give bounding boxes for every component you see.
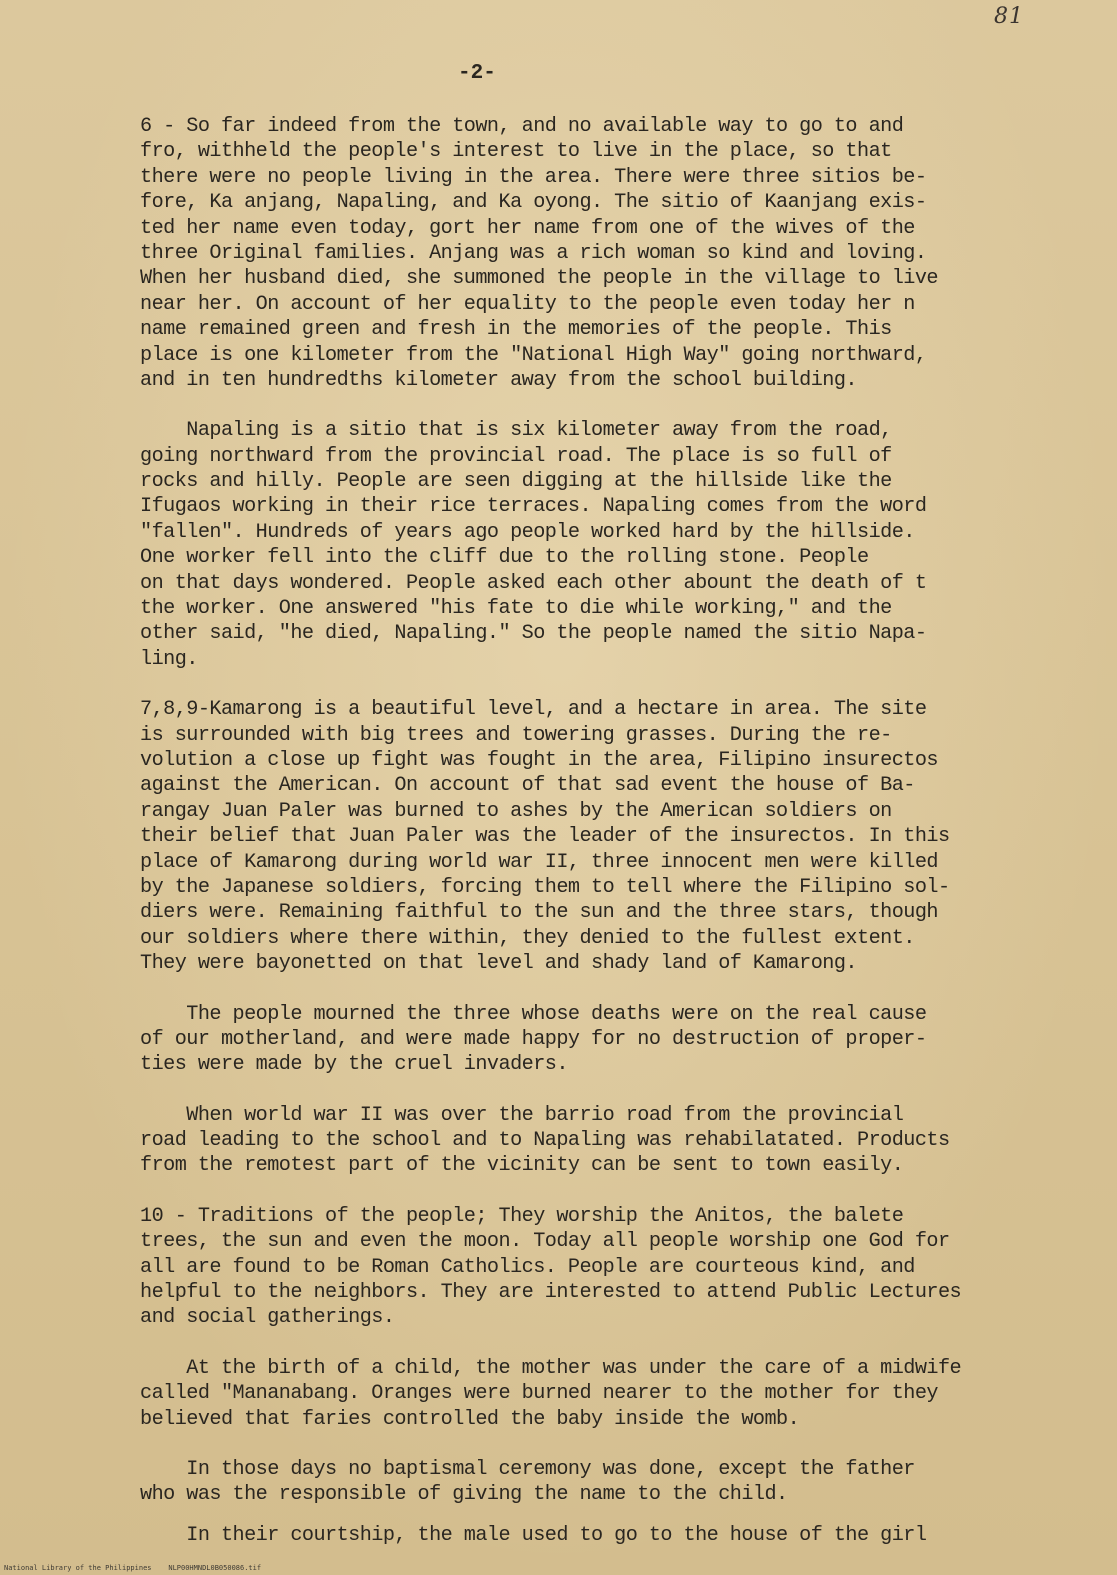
text-line: of our motherland, and were made happy for no destruction of proper- — [140, 1027, 927, 1051]
text-line: from the remotest part of the vicinity can be sent to town easily. — [140, 1154, 904, 1178]
text-line: The people mourned the three whose deaths were on the real cause — [140, 1002, 927, 1026]
text-line: road leading to the school and to Napaling was rehabilatated. Products — [140, 1129, 950, 1153]
text-line: and in ten hundredths kilometer away from the school building. — [140, 368, 857, 392]
text-line: 7,8,9-Kamarong is a beautiful level, and a hectare in area. The site — [140, 698, 927, 722]
text-line: place is one kilometer from the "National High Way" going northward, — [140, 343, 927, 367]
text-line: their belief that Juan Paler was the leader of the insurectos. In this — [140, 825, 950, 849]
text-line: Ifugaos working in their rice terraces. Napaling comes from the word — [140, 495, 927, 519]
text-line: trees, the sun and even the moon. Today all people worship one God for — [140, 1230, 950, 1254]
text-line: Napaling is a sitio that is six kilometer away from the road, — [140, 419, 892, 443]
text-line: and social gatherings. — [140, 1306, 395, 1330]
paragraph — [140, 1523, 1070, 1548]
text-line: At the birth of a child, the mother was under the care of a midwife — [140, 1356, 962, 1380]
text-line: volution a close up fight was fought in the area, Filipino insurectos — [140, 748, 938, 772]
page-number: -2- — [458, 62, 496, 85]
archive-footer: National Library of the Philippines NLP00HMNDL0B050086.tif — [4, 1564, 262, 1572]
text-line: going northward from the provincial road. The place is so full of — [140, 444, 892, 468]
text-line: In their courtship, the male used to go to the house of the girl — [140, 1523, 927, 1547]
body-text — [140, 114, 1070, 1548]
text-line: fore, Ka anjang, Napaling, and Ka oyong. The sitio of Kaanjang exis- — [140, 191, 927, 215]
text-line: believed that faries controlled the baby inside the womb. — [140, 1407, 800, 1431]
paragraph — [140, 697, 1070, 976]
text-line: near her. On account of her equality to the people even today her n — [140, 292, 915, 316]
text-line: on that days wondered. People asked each other abount the death of t — [140, 571, 927, 595]
handwritten-page-note: 81 — [994, 4, 1024, 29]
text-line: our soldiers where there within, they denied to the fullest extent. — [140, 926, 915, 950]
paragraph — [140, 1204, 1070, 1331]
text-line: rangay Juan Paler was burned to ashes by the American soldiers on — [140, 799, 892, 823]
text-line: all are found to be Roman Catholics. People are courteous kind, and — [140, 1255, 915, 1279]
text-line: fro, withheld the people's interest to live in the place, so that — [140, 140, 892, 164]
text-line: 10 - Traditions of the people; They worship the Anitos, the balete — [140, 1204, 904, 1228]
text-line: who was the responsible of giving the name to the child. — [140, 1483, 788, 1507]
paragraph — [140, 1002, 1070, 1078]
text-line: against the American. On account of that sad event the house of Ba- — [140, 774, 915, 798]
text-line: name remained green and fresh in the memories of the people. This — [140, 318, 892, 342]
paragraph — [140, 1356, 1070, 1432]
text-line: ted her name even today, gort her name from one of the wives of the — [140, 216, 915, 240]
text-line: helpful to the neighbors. They are interested to attend Public Lectures — [140, 1281, 962, 1305]
text-line: called "Mananabang. Oranges were burned nearer to the mother for they — [140, 1382, 938, 1406]
text-line: ties were made by the cruel invaders. — [140, 1053, 568, 1077]
text-line: other said, "he died, Napaling." So the people named the sitio Napa- — [140, 622, 927, 646]
paragraph — [140, 1103, 1070, 1179]
text-line: One worker fell into the cliff due to the rolling stone. People — [140, 546, 869, 570]
text-line: place of Kamarong during world war II, three innocent men were killed — [140, 850, 938, 874]
text-line: 6 - So far indeed from the town, and no available way to go to and — [140, 115, 904, 138]
text-line: there were no people living in the area. There were three sitios be- — [140, 165, 927, 189]
text-line: "fallen". Hundreds of years ago people worked hard by the hillside. — [140, 520, 915, 544]
paragraph — [140, 1457, 1070, 1508]
text-line: When world war II was over the barrio road from the provincial — [140, 1103, 904, 1127]
text-line: They were bayonetted on that level and shady land of Kamarong. — [140, 952, 857, 976]
text-line: In those days no baptismal ceremony was done, except the father — [140, 1457, 915, 1481]
text-line: diers were. Remaining faithful to the sun and the three stars, though — [140, 901, 938, 925]
text-line: by the Japanese soldiers, forcing them to tell where the Filipino sol- — [140, 875, 950, 899]
text-line: ling. — [140, 647, 198, 671]
text-line: is surrounded with big trees and towering grasses. During the re- — [140, 723, 892, 747]
paragraph — [140, 418, 1070, 672]
text-line: When her husband died, she summoned the people in the village to live — [140, 267, 938, 291]
text-line: three Original families. Anjang was a rich woman so kind and loving. — [140, 241, 927, 265]
text-line: rocks and hilly. People are seen digging at the hillside like the — [140, 470, 892, 494]
paragraph — [140, 114, 1070, 393]
text-line: the worker. One answered "his fate to die while working," and the — [140, 597, 892, 621]
